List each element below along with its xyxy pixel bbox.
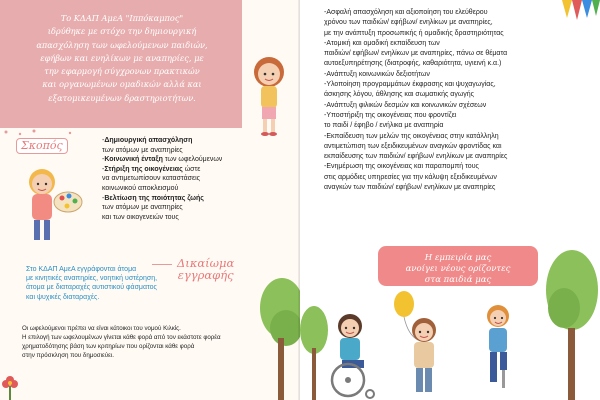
pennant-decoration: [562, 0, 600, 24]
purpose-item: -Βελτίωση της ποιότητας ζωής: [102, 194, 204, 202]
purpose-bold: Κοινωνική ένταξη: [104, 156, 163, 164]
decorative-dots: [0, 128, 100, 138]
banner-line: Η εμπειρία μας: [424, 253, 492, 263]
intro-box: [0, 0, 242, 128]
services-line: με την ανάπτυξη προσωπικής ή ομαδικής δραστηριότητας: [324, 29, 504, 37]
services-line: αυτοεξυπηρέτησης (διατροφής, καθαριότητα, υγιεινή κ.α.): [324, 60, 502, 68]
purpose-text: και των οικογενειών τους: [102, 213, 179, 221]
purpose-bold: Βελτίωση της ποιότητας ζωής: [104, 194, 204, 202]
beneficiaries-line: Η επιλογή των ωφελουμένων γίνεται κάθε φορά από τον εκάστοτε φορέα: [22, 334, 221, 341]
purpose-item: -Κοινωνική ένταξη των ωφελούμενων: [102, 156, 223, 164]
purpose-bold: Δημιουργική απασχόληση: [104, 137, 193, 144]
services-line: -Ατομική και ομαδική εκπαίδευση των: [324, 39, 440, 47]
purpose-text: να αντιμετωπίσουν καταστάσεις: [102, 175, 200, 183]
services-line: -Υποστήριξη της οικογένειας που φροντίζει: [324, 111, 457, 119]
services-line: -Ενημέρωση της οικογένειας και παραπομπή τους: [324, 163, 479, 171]
intro-line: εφήβων και ενηλίκων με αναπηρίες, με: [40, 52, 204, 63]
purpose-tail: ώστε: [182, 165, 201, 173]
tree-illustration: [540, 248, 600, 400]
intro-line: και οργανωμένων ομαδικών αλλά και: [42, 79, 202, 90]
services-line: παιδιών/ εφήβων/ ενηλίκων με αναπηρίες, πάνω σε θέματα: [324, 50, 508, 58]
purpose-label: Σκοπός: [16, 138, 68, 154]
purpose-item: -Στήριξη της οικογένειας ώστε: [102, 165, 201, 173]
purpose-text: των ατόμων με αναπηρίες: [102, 146, 183, 154]
services-line: άσκησης λόγου, άθλησης και σωματικής αγωγής: [324, 91, 475, 99]
eligibility-line: άτομα με διαταραχές αυτιστικού φάσματος: [26, 284, 157, 292]
rights-divider: [152, 264, 172, 265]
beneficiaries-text: [22, 324, 221, 360]
purpose-text: κοινωνικού αποκλεισμού: [102, 184, 179, 192]
beneficiaries-line: χρηματοδότησης βάση των κριτηρίων που ορίζονται κάθε φορά: [22, 343, 195, 350]
intro-line: την εφαρμογή σύγχρονων πρακτικών: [44, 66, 200, 77]
services-line: -Ανάπτυξη κοινωνικών δεξιοτήτων: [324, 70, 430, 78]
experience-banner: [378, 246, 538, 286]
services-line: -Ασφαλή απασχόληση και αξιοποίηση του ελεύθερου: [324, 9, 488, 16]
services-list: [324, 8, 507, 193]
beneficiaries-line: στην πρόσκληση που δημοσιεύει.: [22, 352, 114, 359]
eligibility-line: με κινητικές αναπηρίες, νοητική υστέρηση,: [26, 275, 158, 283]
eligibility-line: Στο ΚΔΑΠ ΑμεΑ εγγράφονται άτομα: [26, 266, 137, 273]
services-line: εκπαίδευσης των παιδιών/ εφήβων/ ενηλίκων με αναπηρίες: [324, 153, 508, 161]
tree-illustration: [256, 278, 300, 400]
services-line: -Ανάπτυξη φιλικών δεσμών και κοινωνικών σχέσεων: [324, 101, 487, 109]
flowers-illustration: [0, 370, 30, 400]
services-line: αναγκών των παιδιών/ εφήβων/ ενηλίκων με αναπηρίες: [324, 184, 496, 192]
intro-line: Το ΚΔΑΠ ΑμεΑ "Ιππόκαμπος": [60, 13, 184, 23]
services-line: -Εκπαίδευση των μελών της οικογένειας στην κατάλληλη: [324, 132, 499, 140]
purpose-bold: Στήριξη της οικογένειας: [104, 165, 183, 173]
purpose-tail: των ωφελούμενων: [162, 156, 223, 164]
intro-line: απασχόληση των ωφελούμενων παιδιών,: [36, 39, 208, 50]
services-line: -Υλοποίηση προγραμμάτων έκφρασης και ψυχαγωγίας,: [324, 81, 496, 89]
services-line: στις αρμόδιες υπηρεσίες για την κάλυψη εξειδικευμένων: [324, 173, 497, 181]
banner-line: ανοίγει νέους ορίζοντες: [405, 264, 511, 274]
eligibility-text: [26, 265, 157, 302]
painter-child-illustration: [20, 160, 90, 250]
eligibility-title-line: Δικαίωμα: [177, 256, 235, 270]
purpose-text: των ατόμων με αναπηρίες: [102, 204, 183, 212]
running-boy-illustration: [476, 300, 526, 400]
eligibility-line: και ψυχικές διαταραχές.: [26, 293, 100, 301]
banner-line: στα παιδιά μας: [424, 275, 492, 285]
services-line: το παιδί / έφηβο / ενήλικα με αναπηρία: [324, 122, 444, 130]
balloon-boy-illustration: [390, 290, 450, 400]
eligibility-title: [177, 257, 234, 281]
intro-line: ιδρύθηκε με στόχο την δημιουργική: [47, 26, 197, 37]
eligibility-title-line: εγγραφής: [177, 268, 234, 282]
beneficiaries-line: Οι ωφελούμενοι πρέπει να είναι κάτοικοι του νομού Κιλκίς.: [22, 325, 181, 332]
services-line: αντιμετώπιση των εξειδικευμένων αναγκών φροντίδας και: [324, 142, 502, 150]
purpose-list: [102, 136, 222, 222]
services-line: χρόνου των παιδιών/ εφήβων/ ενηλίκων με αναπηρίες,: [324, 19, 493, 27]
intro-line: εξατομικευμένων δραστηριοτήτων.: [48, 92, 196, 103]
right-page: [300, 0, 600, 400]
wheelchair-child-illustration: [320, 310, 380, 400]
girl-illustration: [244, 44, 294, 139]
purpose-item: -Δημιουργική απασχόληση: [102, 137, 193, 144]
